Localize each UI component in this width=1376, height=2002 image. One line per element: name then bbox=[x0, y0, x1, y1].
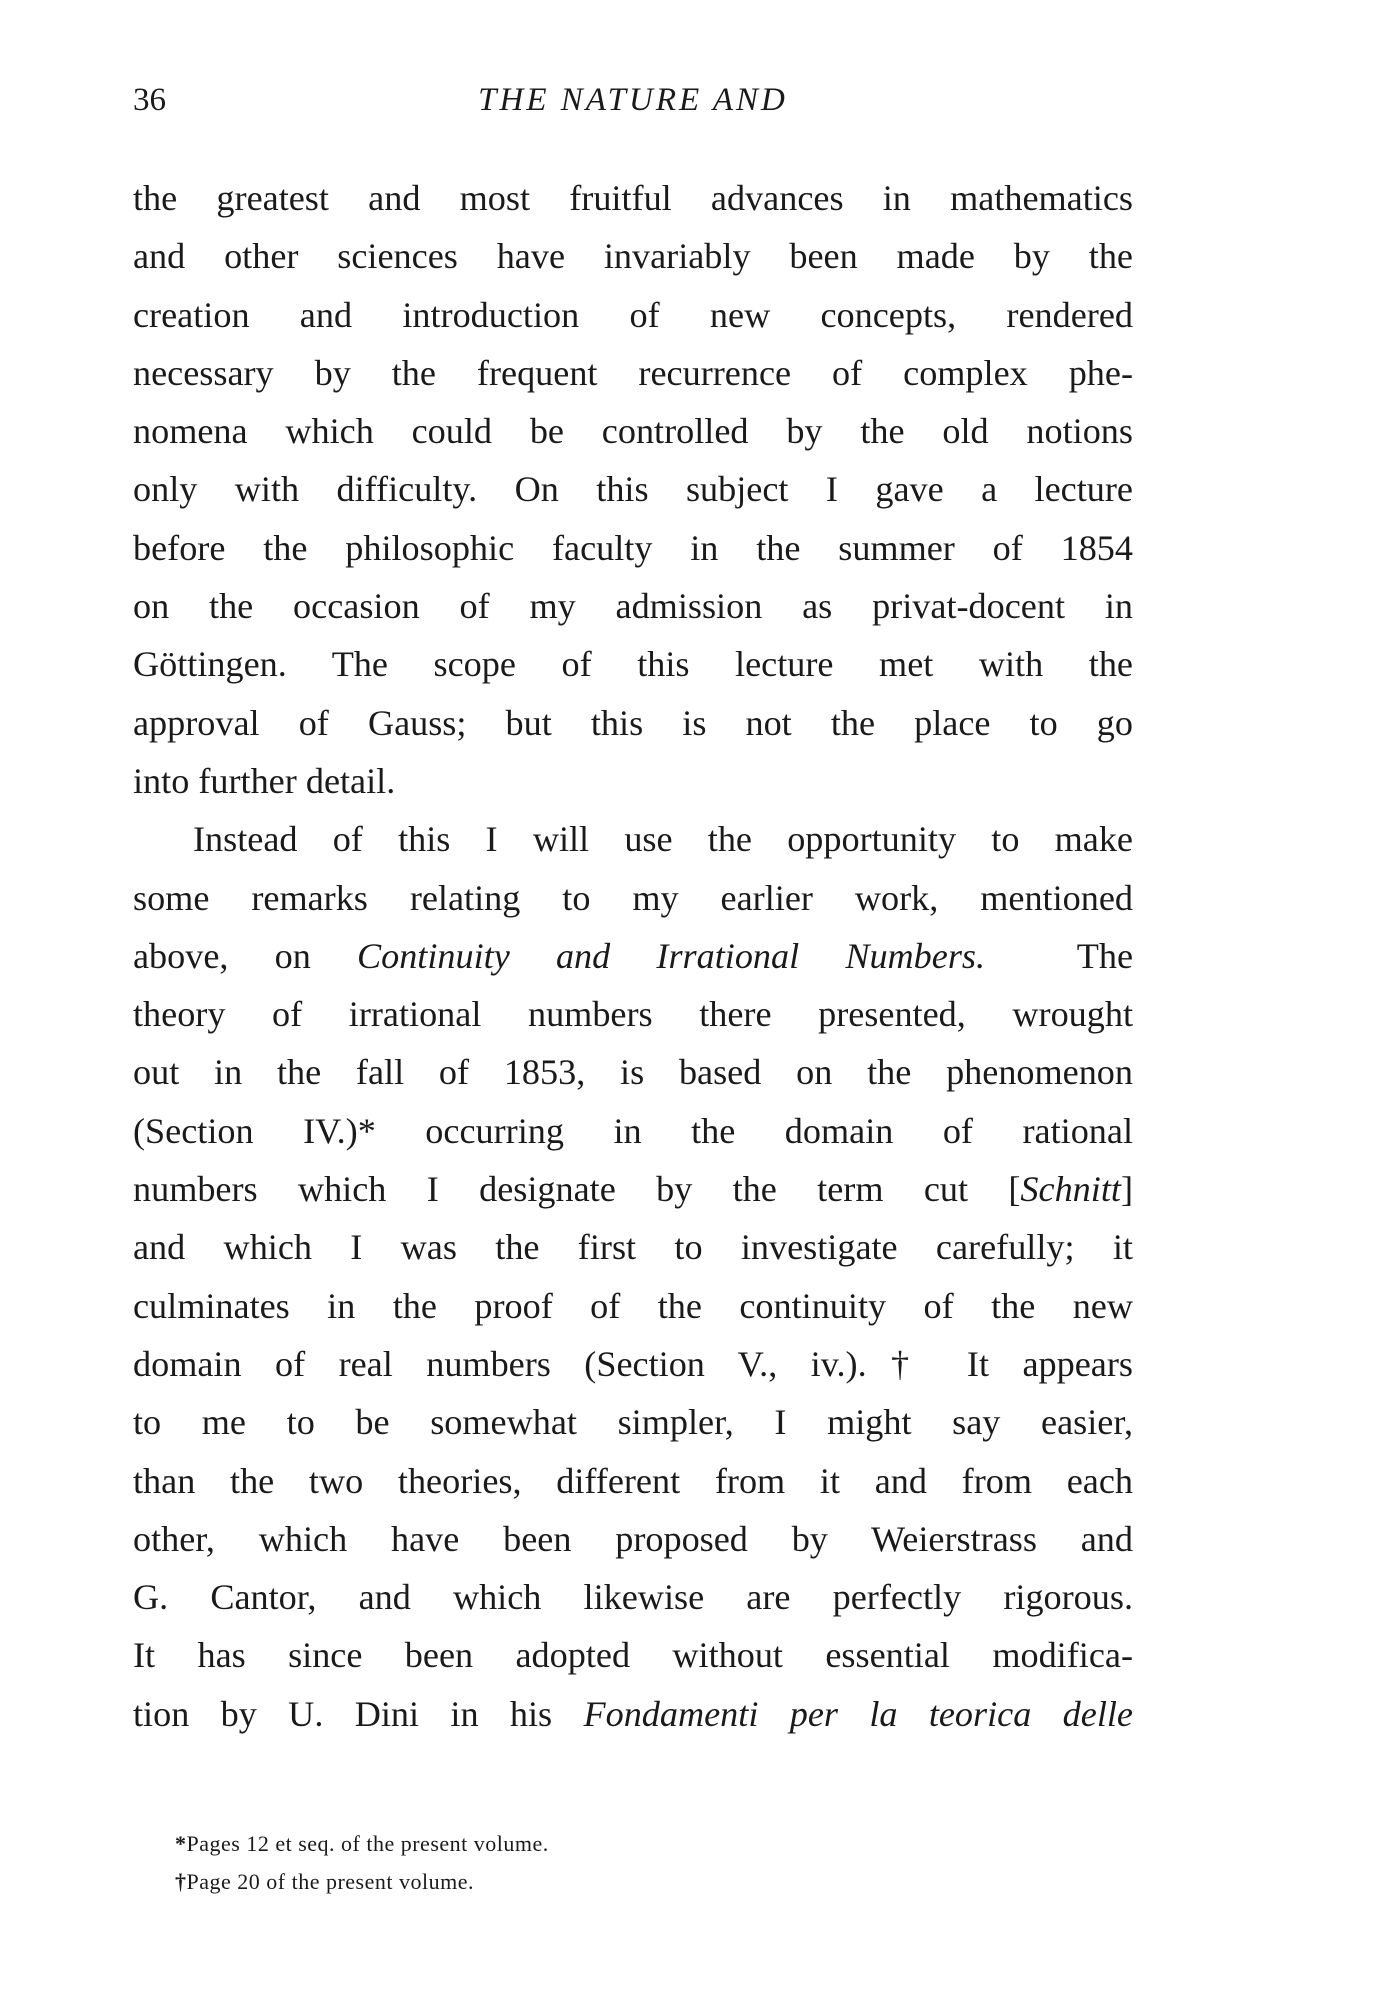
text-line: culminates in the proof of the continuity of the new bbox=[133, 1285, 1133, 1326]
text-line bbox=[133, 1160, 1133, 1218]
footnote-mark: † bbox=[175, 1869, 187, 1894]
text-run: ] bbox=[1120, 1169, 1133, 1210]
text-run: tion by U. Dini in his bbox=[133, 1693, 584, 1734]
text-line: the greatest and most fruitful advances in mathematics bbox=[133, 178, 1133, 218]
text-line: some remarks relating to my earlier work, mentioned bbox=[133, 877, 1133, 918]
text-run: numbers which I designate by the term cut [ bbox=[133, 1169, 1021, 1210]
text-line: on the occasion of my admission as privat-docent in bbox=[133, 586, 1133, 627]
text-line: G. Cantor, and which likewise are perfectly rigorous. bbox=[133, 1577, 1133, 1618]
term-italic: Schnitt bbox=[1020, 1169, 1121, 1210]
body-text bbox=[133, 169, 1133, 1743]
text-line: before the philosophic faculty in the summer of 1854 bbox=[133, 527, 1133, 568]
text-line bbox=[133, 1685, 1133, 1743]
footnote-text: Page 20 of the present volume. bbox=[186, 1869, 474, 1894]
text-line: domain of real numbers (Section V., iv.).† It appears bbox=[133, 1343, 1133, 1384]
text-run: The bbox=[985, 935, 1134, 976]
footnote bbox=[175, 1863, 975, 1901]
text-line: (Section IV.)* occurring in the domain of rational bbox=[133, 1110, 1133, 1151]
book-title-italic: Continuity and Irrational Numbers. bbox=[356, 935, 986, 976]
footnote-text: Pages 12 et seq. of the present volume. bbox=[186, 1831, 549, 1856]
text-line: nomena which could be controlled by the old notions bbox=[133, 411, 1133, 452]
text-run: above, on bbox=[133, 935, 357, 976]
text-line: necessary by the frequent recurrence of complex phe- bbox=[133, 352, 1133, 393]
text-line bbox=[133, 927, 1133, 985]
text-line: into further detail. bbox=[133, 760, 396, 801]
book-title-italic: Fondamenti per la teorica delle bbox=[583, 1693, 1133, 1734]
text-line: and other sciences have invariably been made by the bbox=[133, 236, 1133, 277]
text-line: Instead of this I will use the opportunity to make bbox=[193, 819, 1133, 860]
text-line: approval of Gauss; but this is not the place to go bbox=[133, 702, 1133, 743]
text-line: other, which have been proposed by Weierstrass and bbox=[133, 1518, 1133, 1559]
text-line: theory of irrational numbers there presented, wrought bbox=[133, 994, 1133, 1035]
footnotes bbox=[175, 1825, 975, 1901]
text-line: to me to be somewhat simpler, I might say easier, bbox=[133, 1402, 1133, 1443]
text-line: out in the fall of 1853, is based on the phenomenon bbox=[133, 1052, 1133, 1093]
text-line: It has since been adopted without essential modifica- bbox=[133, 1635, 1133, 1676]
text-line: than the two theories, different from it and from each bbox=[133, 1460, 1133, 1501]
text-line: and which I was the first to investigate carefully; it bbox=[133, 1227, 1133, 1268]
text-line: creation and introduction of new concepts, rendered bbox=[133, 294, 1133, 335]
running-head: THE NATURE AND bbox=[478, 82, 788, 118]
text-line: Göttingen. The scope of this lecture met with the bbox=[133, 644, 1133, 685]
page-header bbox=[133, 80, 1133, 130]
page-number: 36 bbox=[133, 82, 166, 118]
footnote-mark: * bbox=[175, 1831, 187, 1856]
text-line: only with difficulty. On this subject I gave a lecture bbox=[133, 469, 1133, 510]
footnote bbox=[175, 1825, 975, 1863]
